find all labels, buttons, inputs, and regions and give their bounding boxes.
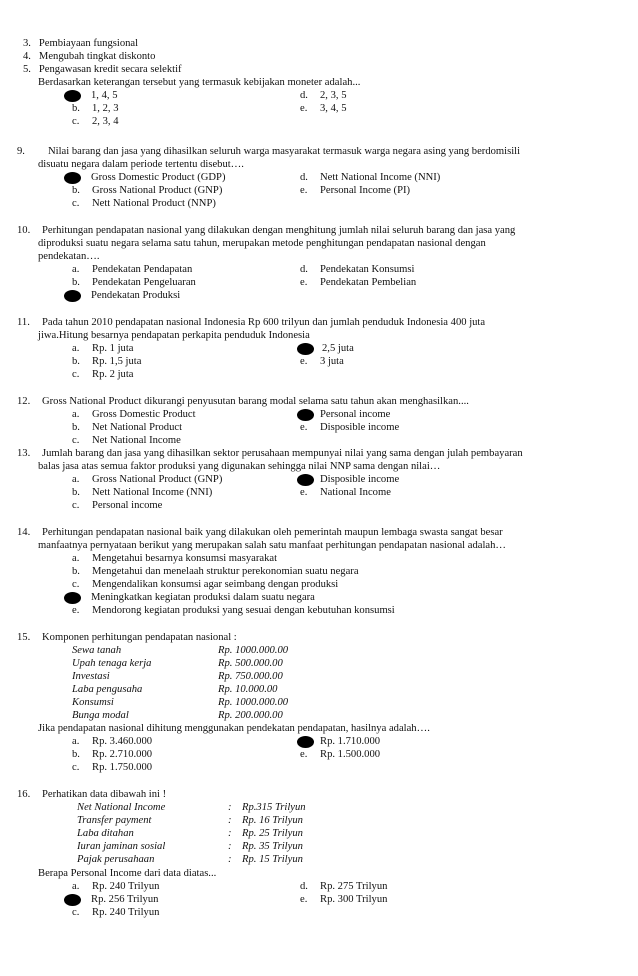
q11-option-e: e. 3 juta	[300, 356, 344, 367]
q8-option-b: b. 1, 2, 3	[72, 103, 119, 114]
q14-option-a: a. Mengetahui besarnya konsumsi masyarakat	[72, 553, 278, 564]
q14-option-b: b. Mengetahui dan menelaah struktur perekonomian suatu negara	[72, 566, 359, 577]
q13-option-e: e. National Income	[300, 487, 391, 498]
answer-mark	[297, 736, 314, 748]
q10-option-d: d. Pendekatan Konsumsi	[300, 264, 415, 275]
answer-mark	[64, 592, 81, 604]
q11-option-d: 2,5 juta	[322, 343, 354, 354]
q13-option-c: c. Personal income	[72, 500, 163, 511]
list-item: 4. Mengubah tingkat diskonto	[23, 51, 156, 62]
component-label: Upah tenaga kerja	[72, 658, 152, 669]
question-16-stem: Berapa Personal Income dari data diatas...	[38, 868, 217, 879]
component-value: Rp. 10.000.00	[218, 684, 278, 695]
q15-option-c: c. Rp. 1.750.000	[72, 762, 153, 773]
component-label: Laba pengusaha	[72, 684, 143, 695]
answer-mark	[64, 894, 81, 906]
q10-option-c: Pendekatan Produksi	[91, 290, 181, 301]
question-10-stem: pendekatan….	[38, 251, 100, 262]
q16-option-e: e. Rp. 300 Trilyun	[300, 894, 388, 905]
question-9-stem: disuatu negara dalam periode tertentu disebut….	[38, 159, 244, 170]
q12-option-d: Personal income	[320, 409, 391, 420]
question-16-stem: Perhatikan data dibawah ini !	[42, 789, 167, 800]
q16-option-a: a. Rp. 240 Trilyun	[72, 881, 160, 892]
q14-option-e: e. Mendorong kegiatan produksi yang sesuai dengan kebutuhan konsumsi	[72, 605, 395, 616]
q9-option-c: c. Nett National Product (NNP)	[72, 198, 216, 209]
component-colon: :	[228, 828, 232, 839]
question-9-stem: Nilai barang dan jasa yang dihasilkan seluruh warga masyarakat termasuk warga negara asing yang berdomisili	[48, 146, 521, 157]
question-10-stem: diproduksi suatu negara selama satu tahun, merupakan metode penghitungan pendapatan nasional dengan	[38, 238, 486, 249]
question-13-stem: Jumlah barang dan jasa yang dihasilkan sektor perusahaan mempunyai nilai yang sama dengan julah pembayaran	[42, 448, 523, 459]
q15-option-d: Rp. 1.710.000	[320, 736, 381, 747]
q13-option-b: b. Nett National Income (NNI)	[72, 487, 213, 498]
component-value: Rp. 15 Trilyun	[242, 854, 303, 865]
component-value: Rp.315 Trilyun	[242, 802, 306, 813]
component-label: Iuran jaminan sosial	[77, 841, 166, 852]
q13-option-d: Disposible income	[320, 474, 400, 485]
q10-option-e: e. Pendekatan Pembelian	[300, 277, 417, 288]
q11-option-a: a. Rp. 1 juta	[72, 343, 134, 354]
q16-option-b: Rp. 256 Trilyun	[91, 894, 159, 905]
component-label: Pajak perusahaan	[77, 854, 155, 865]
component-label: Sewa tanah	[72, 645, 122, 656]
q11-option-b: b. Rp. 1,5 juta	[72, 356, 142, 367]
question-12-stem: Gross National Product dikurangi penyusutan barang modal selama satu tahun akan menghasilkan....	[42, 396, 469, 407]
q9-option-d: d. Nett National Income (NNI)	[300, 172, 441, 183]
q12-option-c: c. Net National Income	[72, 435, 181, 446]
q10-option-a: a. Pendekatan Pendapatan	[72, 264, 193, 275]
question-number: 13.	[17, 448, 31, 459]
q12-option-a: a. Gross Domestic Product	[72, 409, 196, 420]
component-label: Net National Income	[77, 802, 166, 813]
question-10-stem: Perhitungan pendapatan nasional yang dilakukan dengan menghitung jumlah nilai seluruh barang dan jasa yang	[42, 225, 516, 236]
question-number: 14.	[17, 527, 31, 538]
question-13-stem: balas jasa atas semua faktor produksi yang digunakan sehingga nilai NNP sama dengan nilai…	[38, 461, 441, 472]
q15-option-e: e. Rp. 1.500.000	[300, 749, 381, 760]
q9-option-e: e. Personal Income (PI)	[300, 185, 411, 196]
component-colon: :	[228, 854, 232, 865]
component-value: Rp. 1000.000.00	[218, 645, 289, 656]
component-label: Konsumsi	[72, 697, 114, 708]
question-15-stem: Komponen perhitungan pendapatan nasional :	[42, 632, 237, 643]
q8-option-d: d. 2, 3, 5	[300, 90, 347, 101]
question-14-stem: Perhitungan pendapatan nasional baik yang dilakukan oleh pemerintah maupun lembaga swasta sangat besar	[42, 527, 503, 538]
q12-option-e: e. Disposible income	[300, 422, 400, 433]
component-value: Rp. 200.000.00	[218, 710, 283, 721]
question-14-stem: manfaatnya pernyataan berikut yang merupakan salah satu manfaat perhitungan pendapatan nasional adalah…	[38, 540, 506, 551]
question-8-stem: Berdasarkan keterangan tersebut yang termasuk kebijakan moneter adalah...	[38, 77, 361, 88]
component-value: Rp. 16 Trilyun	[242, 815, 303, 826]
question-11-stem: Pada tahun 2010 pendapatan nasional Indonesia Rp 600 trilyun dan jumlah penduduk Indonesia 400 juta	[42, 317, 486, 328]
answer-mark	[64, 290, 81, 302]
answer-mark	[297, 343, 314, 355]
list-item: 5. Pengawasan kredit secara selektif	[23, 64, 182, 75]
question-number: 12.	[17, 396, 31, 407]
q11-option-c: c. Rp. 2 juta	[72, 369, 134, 380]
q15-option-a: a. Rp. 3.460.000	[72, 736, 153, 747]
q14-option-c: c. Mengendalikan konsumsi agar seimbang dengan produksi	[72, 579, 339, 590]
component-value: Rp. 500.000.00	[218, 658, 283, 669]
component-value: Rp. 35 Trilyun	[242, 841, 303, 852]
question-number: 11.	[17, 317, 30, 328]
component-colon: :	[228, 841, 232, 852]
q14-option-d: Meningkatkan kegiatan produksi dalam suatu negara	[91, 592, 315, 603]
question-11-stem: jiwa.Hitung besarnya pendapatan perkapita penduduk Indonesia	[38, 330, 310, 341]
question-number: 10.	[17, 225, 31, 236]
q9-option-a: Gross Domestic Product (GDP)	[91, 172, 226, 183]
q16-option-d: d. Rp. 275 Trilyun	[300, 881, 388, 892]
component-value: Rp. 1000.000.00	[218, 697, 289, 708]
question-15-stem: Jika pendapatan nasional dihitung menggunakan pendekatan pendapatan, hasilnya adalah….	[38, 723, 430, 734]
component-colon: :	[228, 815, 232, 826]
component-colon: :	[228, 802, 232, 813]
list-item: 3. Pembiayaan fungsional	[23, 38, 139, 49]
component-label: Laba ditahan	[77, 828, 134, 839]
q13-option-a: a. Gross National Product (GNP)	[72, 474, 223, 485]
component-label: Investasi	[72, 671, 110, 682]
q12-option-b: b. Net National Product	[72, 422, 183, 433]
answer-mark	[297, 474, 314, 486]
question-number: 15.	[17, 632, 31, 643]
answer-mark	[64, 172, 81, 184]
q8-option-a: 1, 4, 5	[91, 90, 118, 101]
question-number: 9.	[17, 146, 25, 157]
q15-option-b: b. Rp. 2.710.000	[72, 749, 153, 760]
q8-option-e: e. 3, 4, 5	[300, 103, 347, 114]
question-number: 16.	[17, 789, 31, 800]
answer-mark	[64, 90, 81, 102]
q9-option-b: b. Gross National Product (GNP)	[72, 185, 223, 196]
answer-mark	[297, 409, 314, 421]
component-value: Rp. 750.000.00	[218, 671, 283, 682]
component-label: Transfer payment	[77, 815, 152, 826]
q16-option-c: c. Rp. 240 Trilyun	[72, 907, 160, 918]
q8-option-c: c. 2, 3, 4	[72, 116, 119, 127]
component-value: Rp. 25 Trilyun	[242, 828, 303, 839]
component-label: Bunga modal	[72, 710, 129, 721]
q10-option-b: b. Pendekatan Pengeluaran	[72, 277, 196, 288]
